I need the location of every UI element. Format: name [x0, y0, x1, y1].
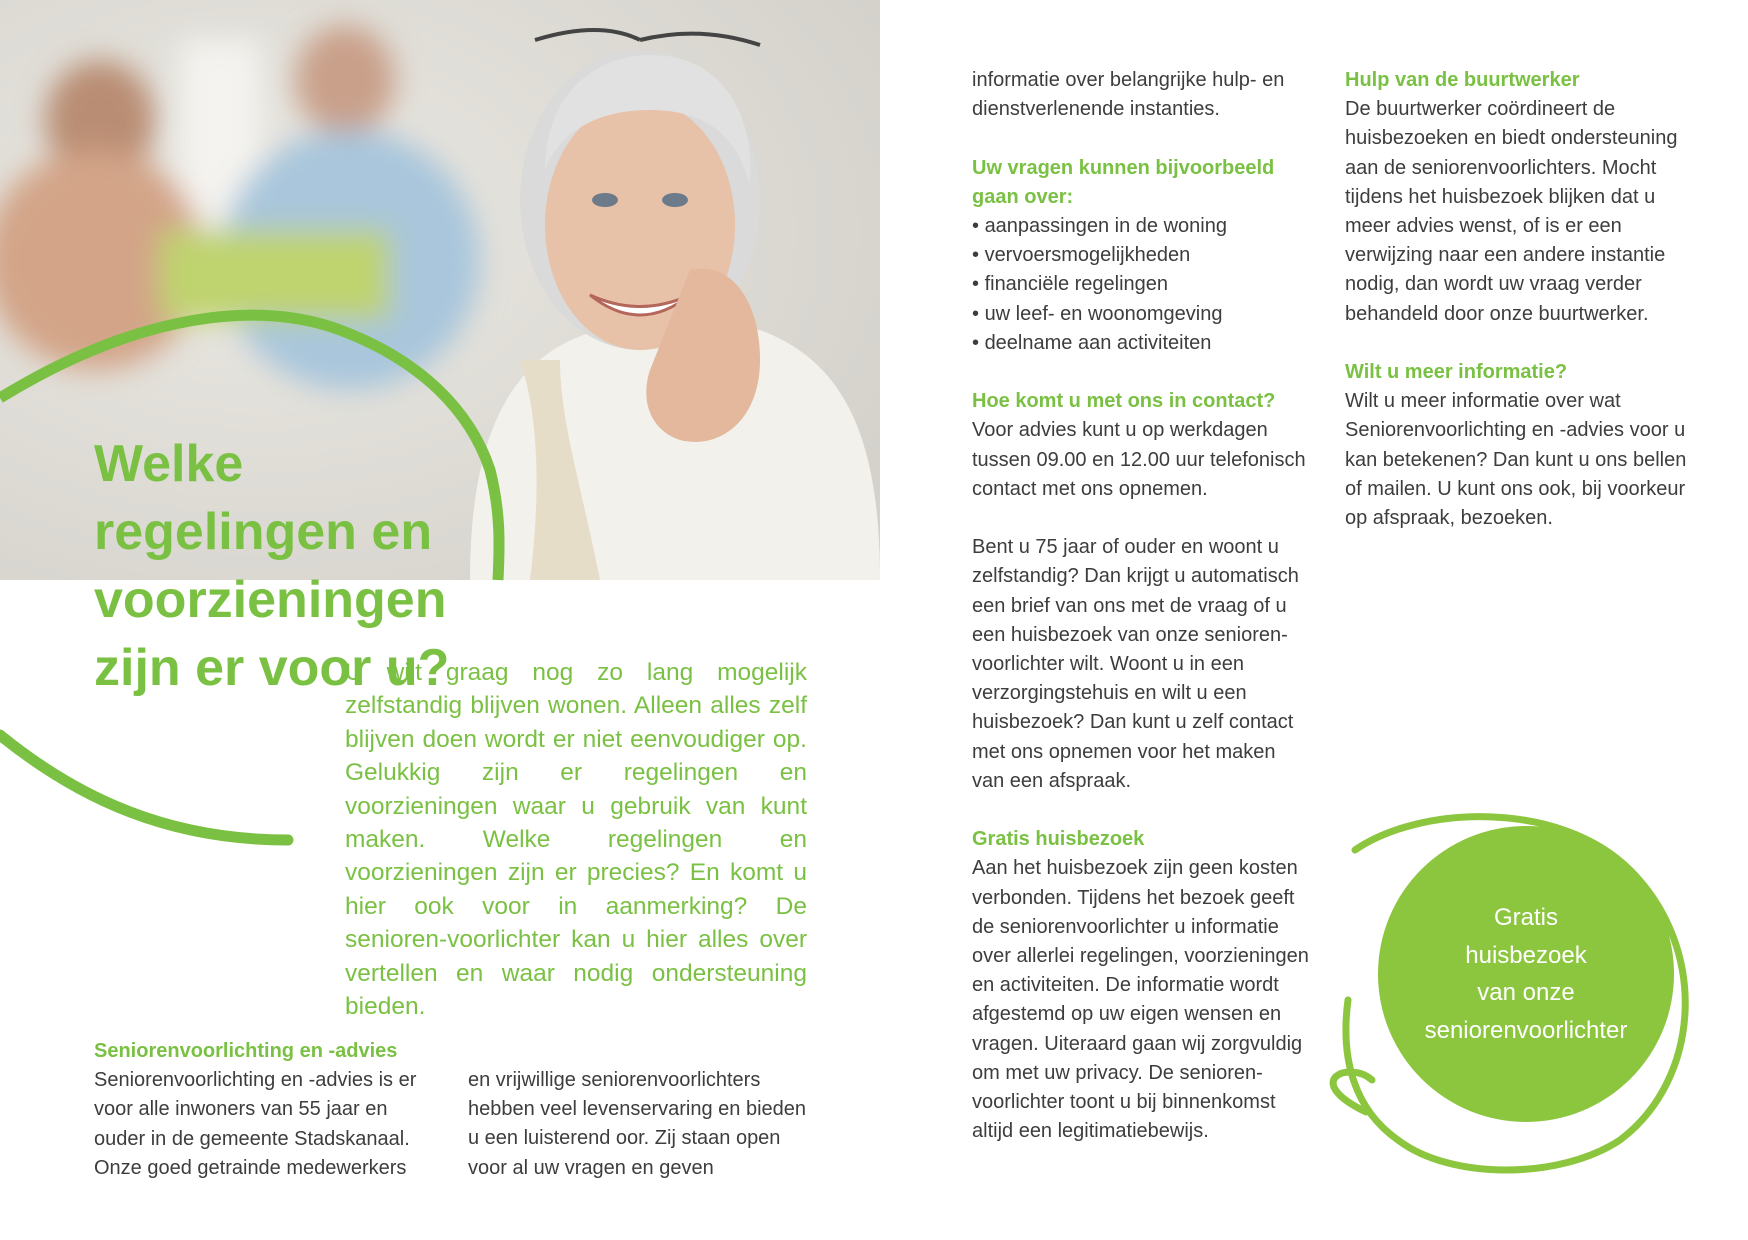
info-text: Wilt u meer informatie over wat Seniorenvoorlichting en -advies voor u kan betekenen? Dan kunt u ons bellen of mailen. U kunt ons ook, bij voorkeur op afspraak, bezoeken.	[1345, 390, 1687, 530]
badge-line: seniorenvoorlichter	[1424, 1016, 1628, 1044]
badge-line: van onze	[1477, 979, 1575, 1006]
age-text: Bent u 75 jaar of ouder en woont u zelfstandig? Dan krijgt u automatisch een brief van ons met de vraag of u een huisbezoek van onze senioren-voorlichter wilt. Woont u in een verzorgingstehuis en wilt u een huisbezoek? Dan kunt u zelf contact met ons opnemen voor het maken van een afspraak.	[972, 536, 1299, 792]
worker-heading: Hulp van de buurtwerker	[1345, 69, 1580, 91]
worker-text: De buurtwerker coördineert de huisbezoeken en biedt ondersteuning aan de seniorenvoorlichters. Mocht tijdens het huisbezoek blijken dat u meer advies wenst, of is er een verwijzing naar een andere instantie nodig, dan wordt uw vraag verder behandeld door onze buurtwerker.	[1345, 98, 1678, 325]
section-text-a: Seniorenvoorlichting en -advies is er voor alle inwoners van 55 jaar en ouder in de gemeente Stadskanaal. Onze goed getrainde medewerkers	[94, 1069, 417, 1179]
badge-line: huisbezoek	[1465, 941, 1587, 969]
continued-text: informatie over belangrijke hulp- en dienstverlenende instanties.	[972, 69, 1285, 121]
contact-heading: Hoe komt u met ons in contact?	[972, 390, 1276, 413]
questions-list	[972, 212, 1312, 358]
section-seniorenvoorlichting-col-b	[468, 1066, 808, 1183]
info-heading: Wilt u meer informatie?	[1345, 361, 1568, 384]
section-text-b: en vrijwillige seniorenvoorlichters hebben veel levenservaring en bieden u een luisterend oor. Zij staan open voor al uw vragen en geven	[468, 1069, 807, 1179]
column-4	[1345, 66, 1691, 533]
contact-text: Voor advies kunt u op werkdagen tussen 09.00 en 12.00 uur telefonisch contact met ons opnemen.	[972, 419, 1306, 500]
intro-paragraph: U wilt graag nog zo lang mogelijk zelfstandig blijven wonen. Alleen alles zelf blijven doen wordt er niet eenvoudiger op. Gelukkig zijn er regelingen en voorzieningen waar u gebruik van kunt maken. Welke regelingen en voorzieningen zijn er precies? En komt u hier ook voor in aanmerking? De senioren-voorlichter kan u hier alles over vertellen en waar nodig ondersteuning bieden.	[345, 659, 807, 1021]
badge-line: Gratis	[1493, 904, 1558, 931]
list-item: • financiële regelingen	[972, 270, 1312, 299]
section-heading-seniorenvoorlichting: Seniorenvoorlichting en -advies	[94, 1040, 398, 1062]
free-visit-badge	[1378, 826, 1674, 1122]
page-headline: Welke regelingen en voorzieningen zijn er voor u?	[94, 435, 450, 697]
list-item: • aanpassingen in de woning	[972, 212, 1312, 241]
section-seniorenvoorlichting-col-a	[94, 1037, 434, 1183]
list-item: • uw leef- en woonomgeving	[972, 300, 1312, 329]
visit-text: Aan het huisbezoek zijn geen kosten verbonden. Tijdens het bezoek geeft de seniorenvoorlichter u informatie over allerlei regelingen, voorzieningen en activiteiten. De informatie wordt afgestemd op uw eigen wensen en vragen. Uiteraard gaan wij zorgvuldig om met uw privacy. De senioren-voorlichter toont u bij binnenkomst altijd een legitimatiebewijs.	[972, 857, 1309, 1143]
visit-heading: Gratis huisbezoek	[972, 828, 1145, 851]
questions-heading: Uw vragen kunnen bijvoorbeeld gaan over:	[972, 156, 1275, 208]
list-item: • vervoersmogelijkheden	[972, 241, 1312, 270]
list-item: • deelname aan activiteiten	[972, 329, 1312, 358]
column-3	[972, 66, 1312, 1146]
